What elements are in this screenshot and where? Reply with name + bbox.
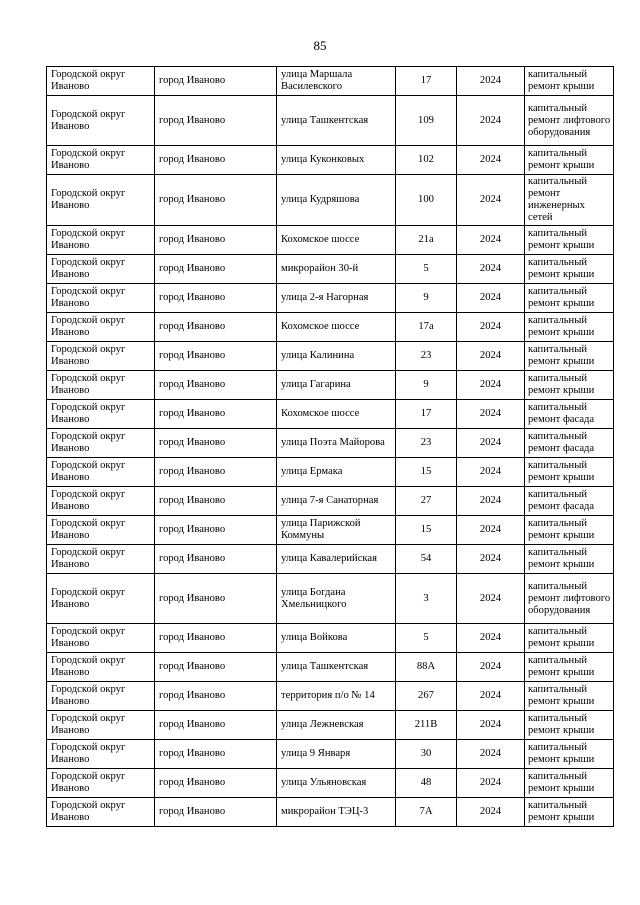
table-row bbox=[47, 67, 614, 96]
table-row bbox=[47, 653, 614, 682]
district-cell: Городской округ Иваново bbox=[47, 400, 155, 429]
table-row bbox=[47, 516, 614, 545]
table-row bbox=[47, 146, 614, 175]
year-cell: 2024 bbox=[457, 574, 525, 624]
city-cell: город Иваново bbox=[155, 284, 277, 313]
work-type-cell: капитальный ремонт фасада bbox=[525, 400, 614, 429]
city-cell: город Иваново bbox=[155, 769, 277, 798]
house-number-cell: 27 bbox=[396, 487, 457, 516]
district-cell: Городской округ Иваново bbox=[47, 313, 155, 342]
city-cell: город Иваново bbox=[155, 175, 277, 226]
district-cell: Городской округ Иваново bbox=[47, 67, 155, 96]
buildings-table bbox=[46, 66, 614, 827]
city-cell: город Иваново bbox=[155, 711, 277, 740]
street-cell: улица Богдана Хмельницкого bbox=[277, 574, 396, 624]
house-number-cell: 17 bbox=[396, 67, 457, 96]
city-cell: город Иваново bbox=[155, 429, 277, 458]
house-number-cell: 23 bbox=[396, 342, 457, 371]
house-number-cell: 15 bbox=[396, 516, 457, 545]
house-number-cell: 9 bbox=[396, 371, 457, 400]
table-row bbox=[47, 313, 614, 342]
work-type-cell: капитальный ремонт крыши bbox=[525, 653, 614, 682]
street-cell: Кохомское шоссе bbox=[277, 313, 396, 342]
table-row bbox=[47, 624, 614, 653]
work-type-cell: капитальный ремонт крыши bbox=[525, 798, 614, 827]
street-cell: улица Гагарина bbox=[277, 371, 396, 400]
street-cell: улица 7-я Санаторная bbox=[277, 487, 396, 516]
year-cell: 2024 bbox=[457, 624, 525, 653]
street-cell: Кохомское шоссе bbox=[277, 226, 396, 255]
year-cell: 2024 bbox=[457, 400, 525, 429]
district-cell: Городской округ Иваново bbox=[47, 574, 155, 624]
house-number-cell: 30 bbox=[396, 740, 457, 769]
city-cell: город Иваново bbox=[155, 624, 277, 653]
house-number-cell: 109 bbox=[396, 96, 457, 146]
district-cell: Городской округ Иваново bbox=[47, 798, 155, 827]
table-row bbox=[47, 740, 614, 769]
work-type-cell: капитальный ремонт инженерных сетей bbox=[525, 175, 614, 226]
street-cell: микрорайон 30-й bbox=[277, 255, 396, 284]
work-type-cell: капитальный ремонт крыши bbox=[525, 313, 614, 342]
work-type-cell: капитальный ремонт крыши bbox=[525, 255, 614, 284]
table-row bbox=[47, 429, 614, 458]
year-cell: 2024 bbox=[457, 711, 525, 740]
table-row bbox=[47, 371, 614, 400]
table-row bbox=[47, 682, 614, 711]
work-type-cell: капитальный ремонт крыши bbox=[525, 67, 614, 96]
street-cell: улица Поэта Майорова bbox=[277, 429, 396, 458]
city-cell: город Иваново bbox=[155, 487, 277, 516]
year-cell: 2024 bbox=[457, 342, 525, 371]
district-cell: Городской округ Иваново bbox=[47, 96, 155, 146]
street-cell: микрорайон ТЭЦ-3 bbox=[277, 798, 396, 827]
year-cell: 2024 bbox=[457, 429, 525, 458]
district-cell: Городской округ Иваново bbox=[47, 342, 155, 371]
table-row bbox=[47, 458, 614, 487]
work-type-cell: капитальный ремонт крыши bbox=[525, 458, 614, 487]
work-type-cell: капитальный ремонт лифтового оборудования bbox=[525, 96, 614, 146]
table-body bbox=[47, 67, 614, 827]
year-cell: 2024 bbox=[457, 226, 525, 255]
year-cell: 2024 bbox=[457, 255, 525, 284]
street-cell: улица Кудряшова bbox=[277, 175, 396, 226]
year-cell: 2024 bbox=[457, 769, 525, 798]
year-cell: 2024 bbox=[457, 284, 525, 313]
work-type-cell: капитальный ремонт крыши bbox=[525, 711, 614, 740]
street-cell: улица Ташкентская bbox=[277, 653, 396, 682]
work-type-cell: капитальный ремонт крыши bbox=[525, 545, 614, 574]
year-cell: 2024 bbox=[457, 740, 525, 769]
street-cell: улица Ташкентская bbox=[277, 96, 396, 146]
district-cell: Городской округ Иваново bbox=[47, 653, 155, 682]
city-cell: город Иваново bbox=[155, 740, 277, 769]
city-cell: город Иваново bbox=[155, 653, 277, 682]
city-cell: город Иваново bbox=[155, 226, 277, 255]
work-type-cell: капитальный ремонт крыши bbox=[525, 284, 614, 313]
street-cell: улица Маршала Василевского bbox=[277, 67, 396, 96]
house-number-cell: 88А bbox=[396, 653, 457, 682]
house-number-cell: 23 bbox=[396, 429, 457, 458]
work-type-cell: капитальный ремонт лифтового оборудования bbox=[525, 574, 614, 624]
street-cell: улица Ульяновская bbox=[277, 769, 396, 798]
house-number-cell: 17а bbox=[396, 313, 457, 342]
table-row bbox=[47, 96, 614, 146]
work-type-cell: капитальный ремонт крыши bbox=[525, 146, 614, 175]
year-cell: 2024 bbox=[457, 67, 525, 96]
street-cell: улица Парижской Коммуны bbox=[277, 516, 396, 545]
street-cell: территория п/о № 14 bbox=[277, 682, 396, 711]
house-number-cell: 211В bbox=[396, 711, 457, 740]
district-cell: Городской округ Иваново bbox=[47, 711, 155, 740]
city-cell: город Иваново bbox=[155, 458, 277, 487]
year-cell: 2024 bbox=[457, 146, 525, 175]
year-cell: 2024 bbox=[457, 458, 525, 487]
year-cell: 2024 bbox=[457, 96, 525, 146]
street-cell: улица Лежневская bbox=[277, 711, 396, 740]
table-row bbox=[47, 545, 614, 574]
city-cell: город Иваново bbox=[155, 342, 277, 371]
house-number-cell: 5 bbox=[396, 624, 457, 653]
table-row bbox=[47, 769, 614, 798]
district-cell: Городской округ Иваново bbox=[47, 429, 155, 458]
house-number-cell: 102 bbox=[396, 146, 457, 175]
city-cell: город Иваново bbox=[155, 313, 277, 342]
table-row bbox=[47, 255, 614, 284]
table-row bbox=[47, 226, 614, 255]
district-cell: Городской округ Иваново bbox=[47, 624, 155, 653]
work-type-cell: капитальный ремонт крыши bbox=[525, 682, 614, 711]
table-row bbox=[47, 711, 614, 740]
year-cell: 2024 bbox=[457, 516, 525, 545]
street-cell: Кохомское шоссе bbox=[277, 400, 396, 429]
house-number-cell: 5 bbox=[396, 255, 457, 284]
work-type-cell: капитальный ремонт фасада bbox=[525, 429, 614, 458]
city-cell: город Иваново bbox=[155, 96, 277, 146]
city-cell: город Иваново bbox=[155, 516, 277, 545]
year-cell: 2024 bbox=[457, 798, 525, 827]
street-cell: улица Войкова bbox=[277, 624, 396, 653]
street-cell: улица Калинина bbox=[277, 342, 396, 371]
year-cell: 2024 bbox=[457, 545, 525, 574]
year-cell: 2024 bbox=[457, 371, 525, 400]
work-type-cell: капитальный ремонт фасада bbox=[525, 487, 614, 516]
table-row bbox=[47, 400, 614, 429]
district-cell: Городской округ Иваново bbox=[47, 284, 155, 313]
table-row bbox=[47, 342, 614, 371]
city-cell: город Иваново bbox=[155, 545, 277, 574]
district-cell: Городской округ Иваново bbox=[47, 458, 155, 487]
year-cell: 2024 bbox=[457, 653, 525, 682]
district-cell: Городской округ Иваново bbox=[47, 545, 155, 574]
district-cell: Городской округ Иваново bbox=[47, 255, 155, 284]
year-cell: 2024 bbox=[457, 313, 525, 342]
table-row bbox=[47, 284, 614, 313]
city-cell: город Иваново bbox=[155, 574, 277, 624]
city-cell: город Иваново bbox=[155, 371, 277, 400]
district-cell: Городской округ Иваново bbox=[47, 769, 155, 798]
city-cell: город Иваново bbox=[155, 798, 277, 827]
work-type-cell: капитальный ремонт крыши bbox=[525, 226, 614, 255]
city-cell: город Иваново bbox=[155, 146, 277, 175]
work-type-cell: капитальный ремонт крыши bbox=[525, 769, 614, 798]
district-cell: Городской округ Иваново bbox=[47, 487, 155, 516]
district-cell: Городской округ Иваново bbox=[47, 371, 155, 400]
city-cell: город Иваново bbox=[155, 400, 277, 429]
house-number-cell: 21а bbox=[396, 226, 457, 255]
year-cell: 2024 bbox=[457, 682, 525, 711]
house-number-cell: 267 bbox=[396, 682, 457, 711]
year-cell: 2024 bbox=[457, 175, 525, 226]
table-row bbox=[47, 574, 614, 624]
district-cell: Городской округ Иваново bbox=[47, 146, 155, 175]
district-cell: Городской округ Иваново bbox=[47, 175, 155, 226]
house-number-cell: 15 bbox=[396, 458, 457, 487]
city-cell: город Иваново bbox=[155, 682, 277, 711]
district-cell: Городской округ Иваново bbox=[47, 740, 155, 769]
city-cell: город Иваново bbox=[155, 67, 277, 96]
table-row bbox=[47, 798, 614, 827]
work-type-cell: капитальный ремонт крыши bbox=[525, 342, 614, 371]
work-type-cell: капитальный ремонт крыши bbox=[525, 740, 614, 769]
table-row bbox=[47, 487, 614, 516]
house-number-cell: 48 bbox=[396, 769, 457, 798]
work-type-cell: капитальный ремонт крыши bbox=[525, 371, 614, 400]
house-number-cell: 7А bbox=[396, 798, 457, 827]
work-type-cell: капитальный ремонт крыши bbox=[525, 516, 614, 545]
street-cell: улица 2-я Нагорная bbox=[277, 284, 396, 313]
house-number-cell: 54 bbox=[396, 545, 457, 574]
page-number: 85 bbox=[313, 38, 327, 53]
house-number-cell: 3 bbox=[396, 574, 457, 624]
year-cell: 2024 bbox=[457, 487, 525, 516]
street-cell: улица Кавалерийская bbox=[277, 545, 396, 574]
district-cell: Городской округ Иваново bbox=[47, 226, 155, 255]
house-number-cell: 17 bbox=[396, 400, 457, 429]
district-cell: Городской округ Иваново bbox=[47, 516, 155, 545]
street-cell: улица 9 Января bbox=[277, 740, 396, 769]
work-type-cell: капитальный ремонт крыши bbox=[525, 624, 614, 653]
district-cell: Городской округ Иваново bbox=[47, 682, 155, 711]
street-cell: улица Ермака bbox=[277, 458, 396, 487]
table-row bbox=[47, 175, 614, 226]
street-cell: улица Куконковых bbox=[277, 146, 396, 175]
house-number-cell: 100 bbox=[396, 175, 457, 226]
city-cell: город Иваново bbox=[155, 255, 277, 284]
house-number-cell: 9 bbox=[396, 284, 457, 313]
